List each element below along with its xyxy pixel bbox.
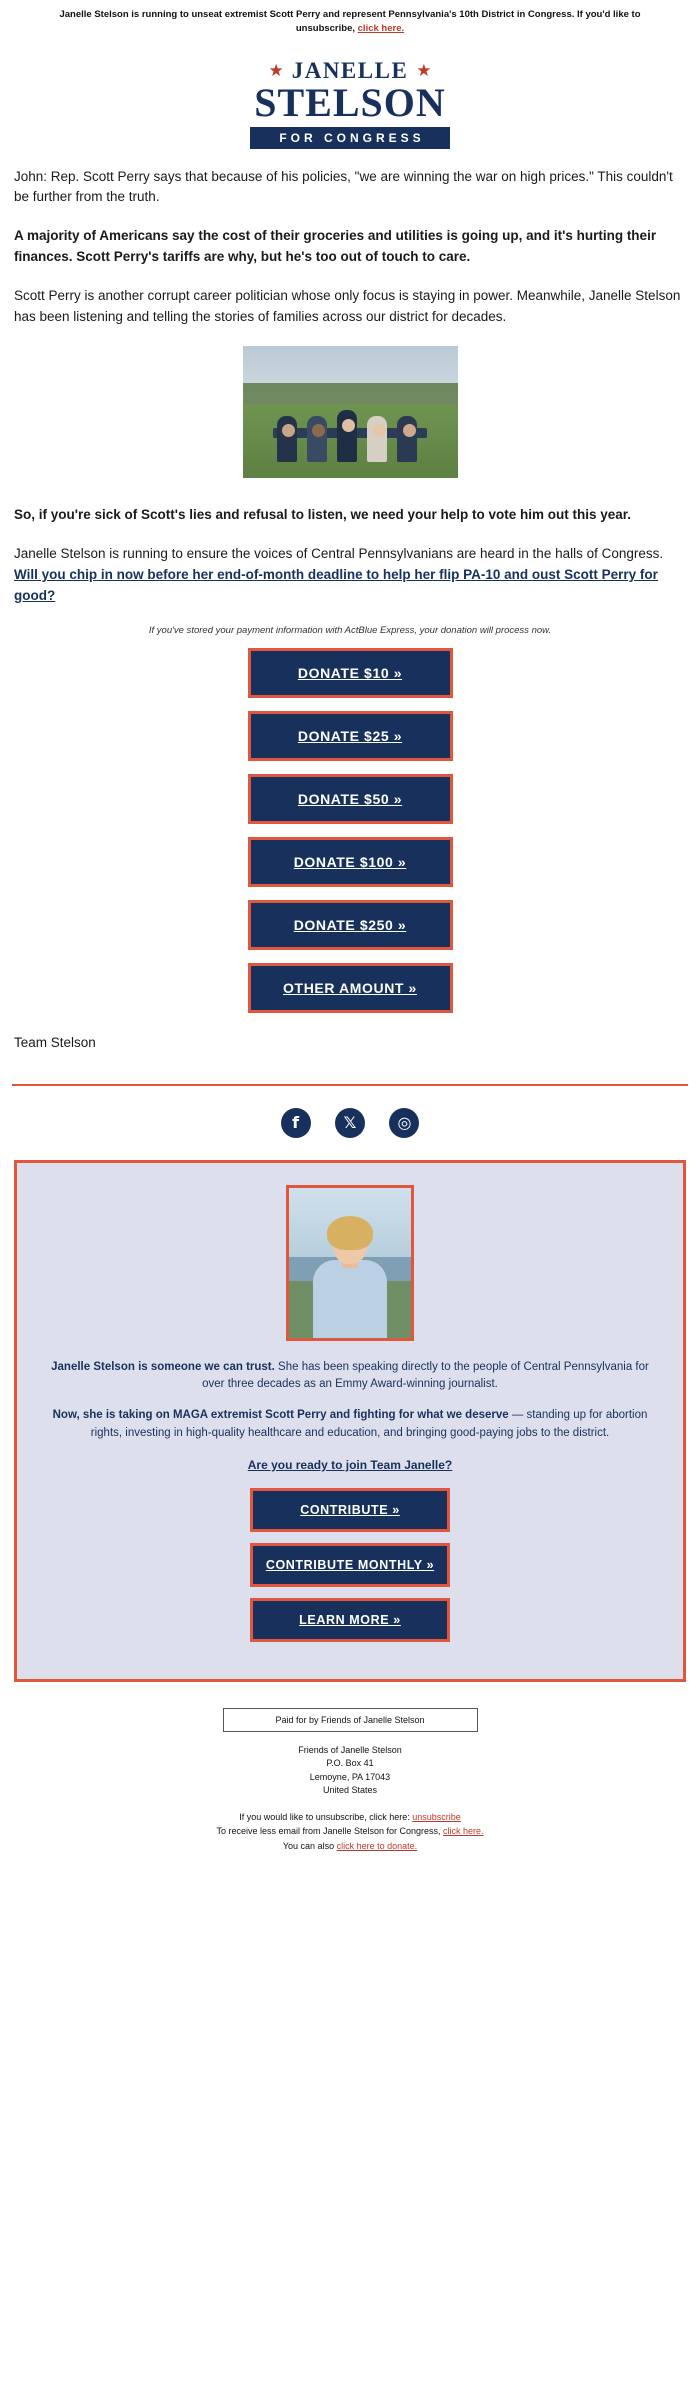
logo-tagline: FOR CONGRESS bbox=[250, 127, 450, 149]
less-email-link[interactable]: click here. bbox=[443, 1826, 484, 1837]
logo-firstname: JANELLE bbox=[291, 57, 409, 83]
star-right-icon: ★ bbox=[416, 61, 432, 81]
social-links bbox=[0, 1086, 700, 1154]
paragraph-5-lead: Janelle Stelson is running to ensure the voices of Central Pennsylvanians are heard in the halls of Congress. bbox=[14, 545, 664, 561]
donate-250-button[interactable]: DONATE $250 » bbox=[248, 900, 453, 950]
candidate-portrait bbox=[286, 1185, 414, 1341]
bio-paragraph-2-bold: Now, she is taking on MAGA extremist Scott Perry and fighting for what we deserve bbox=[52, 1409, 509, 1422]
footer-donate-link[interactable]: click here to donate. bbox=[336, 1840, 418, 1851]
chip-in-link[interactable]: Will you chip in now before her end-of-month deadline to help her flip PA-10 and oust Scott Perry for good? bbox=[14, 566, 658, 603]
contribute-button[interactable]: CONTRIBUTE » bbox=[250, 1488, 450, 1532]
star-left-icon: ★ bbox=[268, 61, 284, 81]
donate-button-stack bbox=[14, 648, 686, 1013]
unsubscribe-text: If you would like to unsubscribe, click here: bbox=[239, 1811, 413, 1822]
logo-lastname: STELSON bbox=[254, 79, 446, 125]
paragraph-5 bbox=[14, 544, 686, 607]
learn-more-button[interactable]: LEARN MORE » bbox=[250, 1598, 450, 1642]
signoff: Team Stelson bbox=[14, 1034, 96, 1050]
x-twitter-glyph: 𝕏 bbox=[343, 1112, 357, 1132]
unsubscribe-link[interactable]: unsubscribe bbox=[412, 1811, 461, 1822]
unsubscribe-row bbox=[0, 1810, 700, 1824]
join-team-question: Are you ready to join Team Janelle? bbox=[247, 1457, 453, 1472]
facebook-icon[interactable] bbox=[281, 1108, 311, 1138]
bio-paragraph-2-rest: — standing up for abortion rights, investing in high-quality healthcare and education, and bringing good-paying jobs to the district. bbox=[90, 1409, 648, 1439]
group-photo-image bbox=[243, 346, 458, 478]
bio-card bbox=[14, 1160, 686, 1682]
mailing-address bbox=[0, 1744, 700, 1798]
footer-links bbox=[0, 1810, 700, 1871]
bio-paragraph-1-bold: Janelle Stelson is someone we can trust. bbox=[51, 1360, 275, 1373]
actblue-express-note: If you've stored your payment information with ActBlue Express, your donation will process now. bbox=[148, 624, 552, 636]
paragraph-1: John: Rep. Scott Perry says that because of his policies, "we are winning the war on high prices." This couldn't be further from the truth. bbox=[14, 168, 673, 205]
bio-paragraph-1 bbox=[43, 1359, 657, 1394]
email-body bbox=[0, 157, 700, 1013]
address-line-1: Friends of Janelle Stelson bbox=[298, 1744, 402, 1755]
donate-row bbox=[0, 1839, 700, 1853]
preheader-unsubscribe-link[interactable]: click here. bbox=[357, 22, 405, 34]
less-email-text: To receive less email from Janelle Stelson for Congress, bbox=[216, 1826, 444, 1837]
donate-25-button[interactable]: DONATE $25 » bbox=[248, 711, 453, 761]
donate-other-amount-button[interactable]: OTHER AMOUNT » bbox=[248, 963, 453, 1013]
less-email-row bbox=[0, 1824, 700, 1838]
instagram-glyph: ◎ bbox=[397, 1112, 412, 1132]
also-donate-text: You can also bbox=[282, 1840, 337, 1851]
donate-10-button[interactable]: DONATE $10 » bbox=[248, 648, 453, 698]
address-line-3: Lemoyne, PA 17043 bbox=[309, 1771, 391, 1782]
donate-100-button[interactable]: DONATE $100 » bbox=[248, 837, 453, 887]
logo-header bbox=[0, 42, 700, 157]
donate-50-button[interactable]: DONATE $50 » bbox=[248, 774, 453, 824]
address-line-4: United States bbox=[322, 1785, 378, 1796]
preheader-text: Janelle Stelson is running to unseat extremist Scott Perry and represent Pennsylvania's 10th District in Congress. If you'd like to unsubscribe, bbox=[59, 9, 641, 34]
address-line-2: P.O. Box 41 bbox=[326, 1758, 374, 1769]
group-photo-wrap bbox=[14, 346, 686, 483]
paragraph-2: A majority of Americans say the cost of their groceries and utilities is going up, and it's hurting their finances. Scott Perry's tariffs are why, but he's too out of touch to care. bbox=[14, 228, 657, 265]
x-twitter-icon[interactable] bbox=[335, 1108, 365, 1138]
campaign-logo[interactable] bbox=[250, 58, 450, 149]
bio-paragraph-1-rest: She has been speaking directly to the people of Central Pennsylvania for over three decades as an Emmy Award-winning journalist. bbox=[202, 1360, 649, 1390]
preheader bbox=[0, 0, 700, 42]
bio-paragraph-2 bbox=[43, 1407, 657, 1442]
paragraph-3: Scott Perry is another corrupt career politician whose only focus is staying in power. Meanwhile, Janelle Stelson has been listening and telling the stories of families across our district for decades. bbox=[14, 288, 681, 325]
paragraph-4: So, if you're sick of Scott's lies and refusal to listen, we need your help to vote him out this year. bbox=[14, 507, 632, 523]
facebook-glyph: f bbox=[292, 1112, 300, 1132]
paid-for-disclaimer: Paid for by Friends of Janelle Stelson bbox=[223, 1708, 478, 1732]
instagram-icon[interactable] bbox=[389, 1108, 419, 1138]
contribute-monthly-button[interactable]: CONTRIBUTE MONTHLY » bbox=[250, 1543, 450, 1587]
